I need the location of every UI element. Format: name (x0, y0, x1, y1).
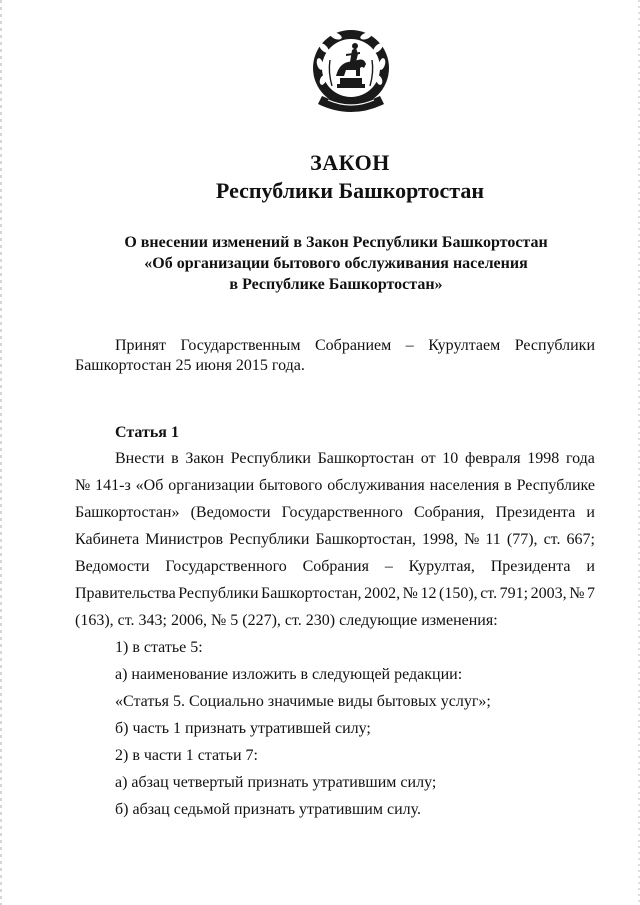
paragraph-word: 667; (566, 531, 595, 548)
paragraph-word: от (420, 450, 436, 467)
adoption-word: – (405, 337, 414, 354)
paragraph-word: «Об (135, 477, 164, 494)
paragraph-word: и (586, 558, 595, 575)
paragraph-word: Правительства (75, 585, 176, 602)
amendment-item: б) часть 1 признать утратившей силу; (115, 720, 371, 737)
paragraph-word: 12 (420, 585, 437, 602)
paragraph-word: Башкортостан, (261, 585, 362, 602)
paragraph-word: 7 (587, 585, 595, 602)
paragraph-word: Башкортостан (317, 450, 415, 467)
paragraph-word: Башкортостан» (75, 504, 180, 521)
adoption-word: Собранием (315, 337, 392, 354)
paragraph-word: Республики (229, 531, 310, 548)
paragraph-line (75, 584, 595, 611)
paragraph-word: 1998 (527, 450, 560, 467)
paragraph-word: – (384, 558, 393, 575)
paragraph-word: Министров (145, 531, 224, 548)
paragraph-word: населения (429, 477, 500, 494)
amendment-item: 2) в части 1 статьи 7: (115, 747, 258, 764)
paragraph-word: Государственного (281, 504, 403, 521)
paragraph-word: Башкортостан, (315, 531, 416, 548)
paragraph-word: Кабинета (75, 531, 140, 548)
amendment-item: а) абзац четвертый признать утратившим силу; (115, 774, 437, 791)
amendment-item: 1) в статье 5: (115, 639, 203, 656)
paragraph-word: (77), (506, 531, 538, 548)
subject-line: О внесении изменений в Закон Республики Башкортостан (124, 234, 548, 251)
paragraph-word: ст. (543, 531, 561, 548)
paragraph-word: № (75, 477, 91, 494)
adoption-statement (75, 336, 595, 376)
amendment-item: а) наименование изложить в следующей редакции: (115, 666, 463, 683)
paragraph-word: № (569, 585, 585, 602)
paragraph-line (75, 611, 595, 638)
adoption-word: Государственным (180, 337, 301, 354)
paragraph-word: 2002, (364, 585, 401, 602)
coat-of-arms-icon (306, 24, 396, 122)
paragraph-line (75, 530, 595, 557)
paragraph-word: Президента (490, 558, 571, 575)
adoption-date-line: Башкортостан 25 июня 2015 года. (75, 357, 305, 374)
paragraph-line (75, 503, 595, 530)
adoption-word: Принят (115, 337, 167, 354)
article-heading: Статья 1 (115, 424, 179, 441)
paragraph-word: № (402, 585, 418, 602)
paragraph-word: Собрания (302, 558, 369, 575)
adoption-word: Республики (514, 337, 595, 354)
paragraph-word: Внести (115, 450, 165, 467)
paragraph-word: Курултая, (408, 558, 475, 575)
paragraph-line (75, 557, 595, 584)
paragraph-word: Государственного (165, 558, 287, 575)
adoption-word: Курултаем (428, 337, 501, 354)
paragraph-word: обслуживания (327, 477, 425, 494)
paragraph-word: Закон (185, 450, 224, 467)
paragraph-word: года (565, 450, 595, 467)
paragraph-word: бытового (259, 477, 323, 494)
paragraph-word: февраля (464, 450, 521, 467)
paragraph-word: 10 (442, 450, 459, 467)
paragraph-word: в (504, 477, 512, 494)
paragraph-line (75, 476, 595, 503)
paragraph-word: 11 (485, 531, 501, 548)
law-title: ЗАКОН (310, 150, 390, 175)
adoption-line (75, 336, 595, 356)
paragraph-word: ст. (480, 585, 498, 602)
paragraph-word: и (586, 504, 595, 521)
paragraph-word: Ведомости (75, 558, 150, 575)
paragraph-word: Президента (495, 504, 576, 521)
paragraph-word: организации (168, 477, 255, 494)
article-body (75, 449, 595, 827)
paragraph-line (75, 449, 595, 476)
paragraph-word: Республики (230, 450, 311, 467)
paragraph-word: 2003, (530, 585, 567, 602)
scan-edge-left (0, 0, 2, 905)
paragraph-word: 1998, (422, 531, 458, 548)
subject-line: в Республике Башкортостан» (229, 276, 443, 293)
republic-title: Республики Башкортостан (215, 178, 485, 203)
amendment-item: б) абзац седьмой признать утратившим силу. (115, 801, 422, 818)
amendment-item: «Статья 5. Социально значимые виды бытовых услуг»; (115, 693, 491, 710)
paragraph-word: Собрания, (414, 504, 485, 521)
paragraph-word: № (464, 531, 480, 548)
paragraph-word: 791; (499, 585, 529, 602)
paragraph-word: Республике (516, 477, 595, 494)
paragraph-word: (150), (439, 585, 478, 602)
paragraph-word: Республики (178, 585, 259, 602)
paragraph-word: (163), ст. 343; 2006, № 5 (227), ст. 230) следующие изменения: (75, 612, 498, 629)
paragraph-word: в (171, 450, 179, 467)
subject-line: «Об организации бытового обслуживания населения (144, 255, 528, 272)
paragraph-word: 141-з (95, 477, 131, 494)
law-subject (0, 232, 640, 295)
paragraph-word: (Ведомости (190, 504, 271, 521)
